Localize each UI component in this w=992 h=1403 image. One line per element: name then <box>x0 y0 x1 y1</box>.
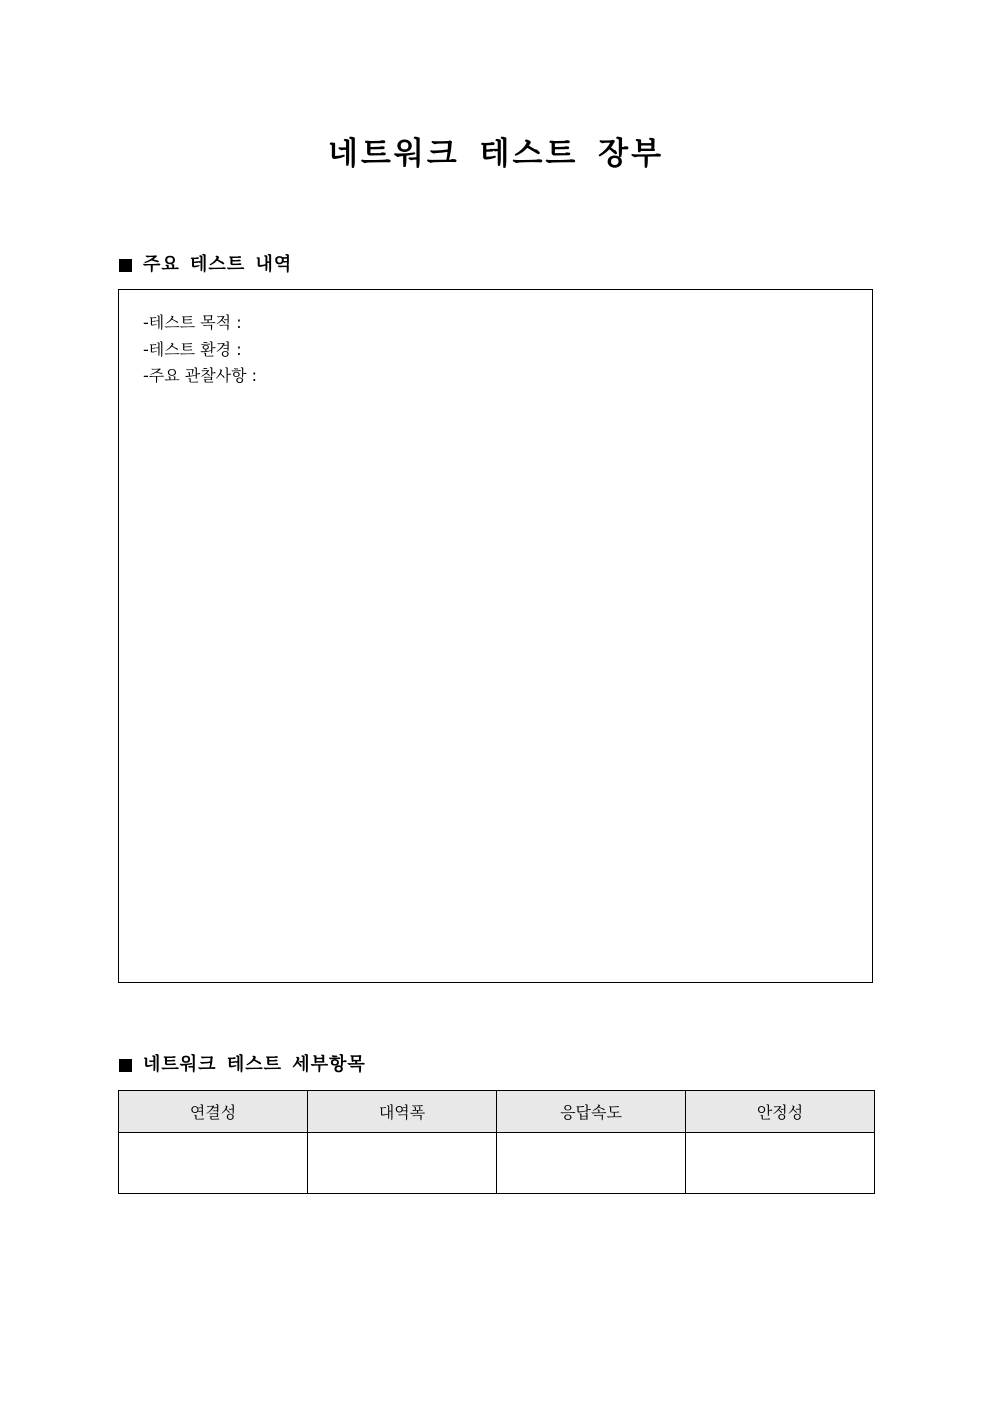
section-heading-summary-text: 주요 테스트 내역 <box>143 254 293 275</box>
section-heading-details <box>119 1052 366 1078</box>
black-square-icon <box>119 259 132 272</box>
column-header-response-time: 응답속도 <box>497 1091 686 1133</box>
detail-table <box>118 1090 875 1194</box>
table-row <box>119 1133 875 1194</box>
section-heading-details-text: 네트워크 테스트 세부항목 <box>143 1054 366 1075</box>
column-header-stability: 안정성 <box>686 1091 875 1133</box>
black-square-icon <box>119 1059 132 1072</box>
cell-response-time[interactable] <box>497 1133 686 1194</box>
cell-bandwidth[interactable] <box>308 1133 497 1194</box>
column-header-bandwidth: 대역폭 <box>308 1091 497 1133</box>
document-title: 네트워크 테스트 장부 <box>327 136 665 172</box>
summary-box[interactable] <box>118 289 873 983</box>
section-heading-summary <box>119 252 292 278</box>
summary-line-environment: -테스트 환경 : <box>143 339 242 359</box>
column-header-connectivity: 연결성 <box>119 1091 308 1133</box>
cell-connectivity[interactable] <box>119 1133 308 1194</box>
table-header-row <box>119 1091 875 1133</box>
summary-line-purpose: -테스트 목적 : <box>143 313 242 332</box>
summary-line-observations: -주요 관찰사항 : <box>143 366 258 385</box>
cell-stability[interactable] <box>686 1133 875 1194</box>
